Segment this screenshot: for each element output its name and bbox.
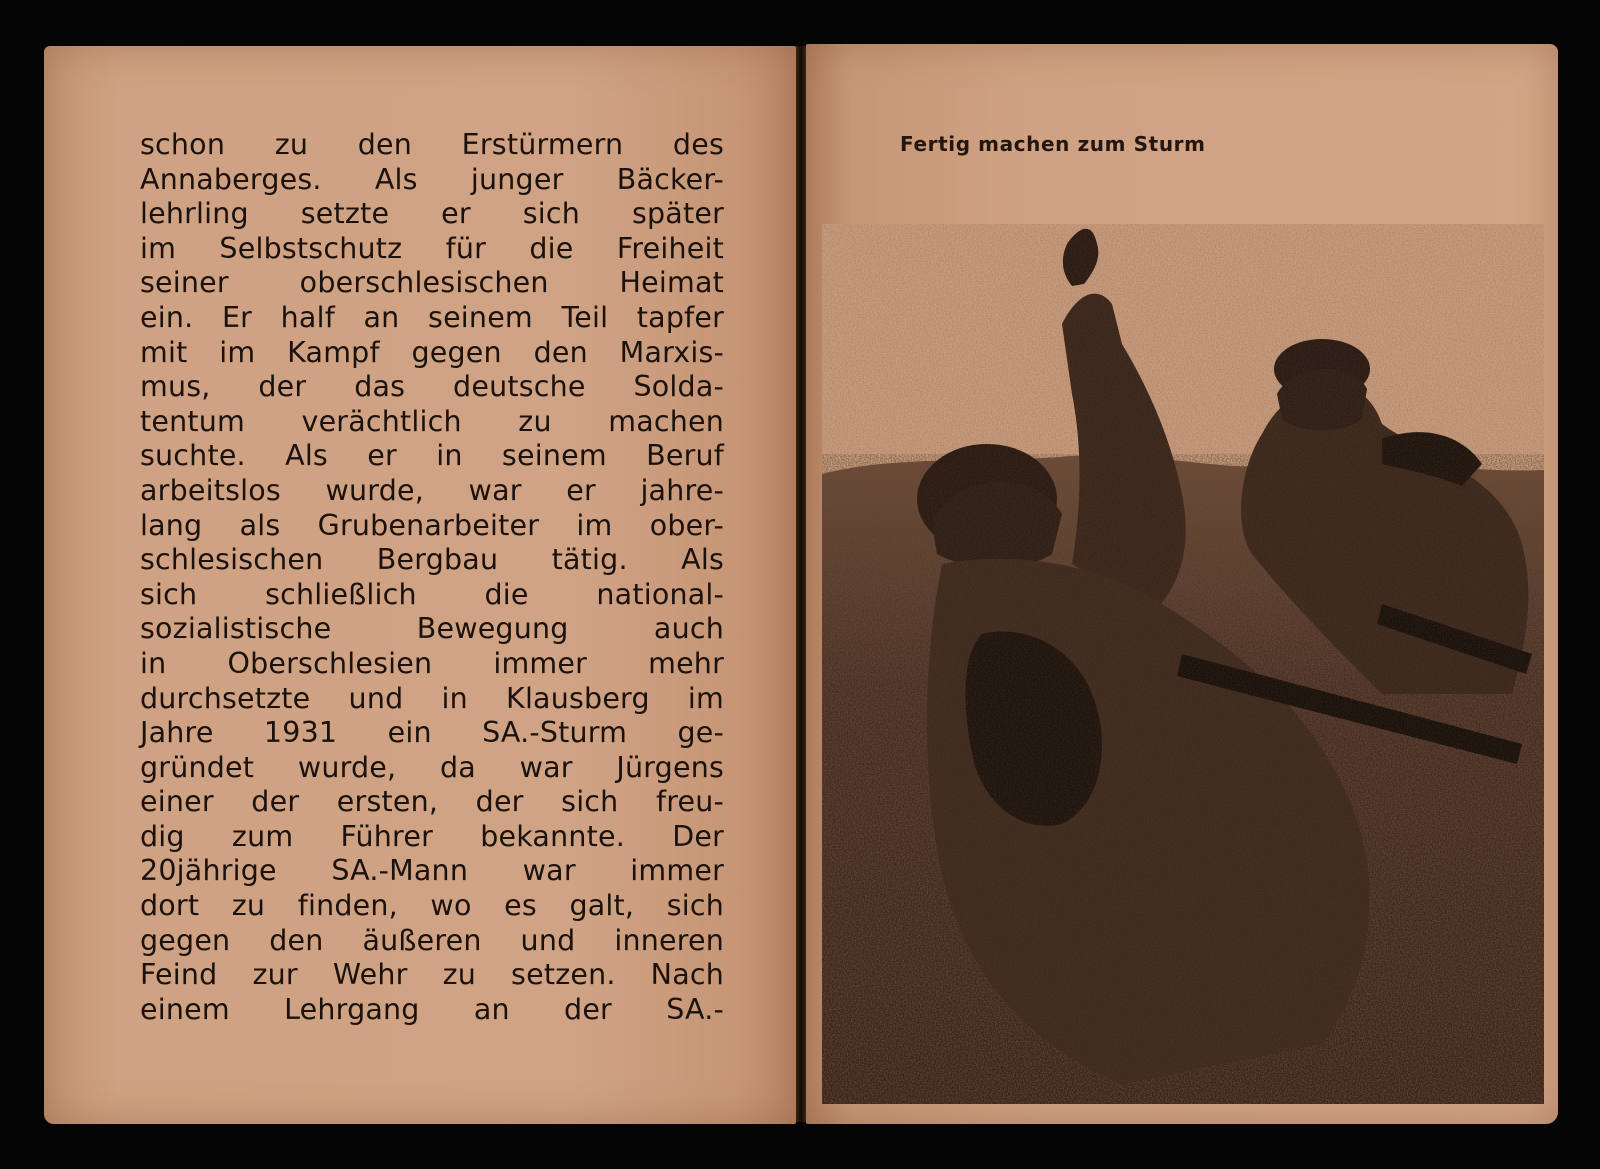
text-line: Annaberges. Als junger Bäcker- [140, 162, 724, 196]
text-line: im Selbstschutz für die Freiheit [140, 231, 724, 265]
left-page [44, 46, 796, 1124]
text-line: Jahre 1931 ein SA.-Sturm ge- [140, 716, 724, 750]
text-line: lang als Grubenarbeiter im ober- [140, 508, 724, 542]
text-line: Feind zur Wehr zu setzen. Nach [140, 958, 724, 992]
text-line: in Oberschlesien immer mehr [140, 646, 724, 680]
text-line: durchsetzte und in Klausberg im [140, 681, 724, 715]
text-line: dort zu finden, wo es galt, sich [140, 889, 724, 923]
soldiers-photo [822, 224, 1544, 1104]
text-line: sozialistische Bewegung auch [140, 612, 724, 646]
text-line: suchte. Als er in seinem Beruf [140, 439, 724, 473]
text-line: schlesischen Bergbau tätig. Als [140, 543, 724, 577]
text-line: sich schließlich die national- [140, 577, 724, 611]
text-line: tentum verächtlich zu machen [140, 404, 724, 438]
text-line: gegen den äußeren und inneren [140, 923, 724, 957]
text-line: 20jährige SA.-Mann war immer [140, 854, 724, 888]
right-page [806, 44, 1558, 1124]
text-line: schon zu den Erstürmern des [140, 128, 724, 161]
book-spine [796, 46, 806, 1122]
text-line: lehrling setzte er sich später [140, 197, 724, 231]
photo-caption: Fertig machen zum Sturm [900, 132, 1206, 156]
text-line: seiner oberschlesischen Heimat [140, 266, 724, 300]
text-line: mit im Kampf gegen den Marxis- [140, 335, 724, 369]
text-line: ein. Er half an seinem Teil tapfer [140, 300, 724, 334]
text-line: gründet wurde, da war Jürgens [140, 750, 724, 784]
text-line: einem Lehrgang an der SA.- [140, 992, 724, 1026]
text-line: mus, der das deutsche Solda- [140, 370, 724, 404]
text-line: einer der ersten, der sich freu- [140, 785, 724, 819]
text-line: dig zum Führer bekannte. Der [140, 819, 724, 853]
text-line: arbeitslos wurde, war er jahre- [140, 473, 724, 507]
body-text [140, 128, 724, 1027]
